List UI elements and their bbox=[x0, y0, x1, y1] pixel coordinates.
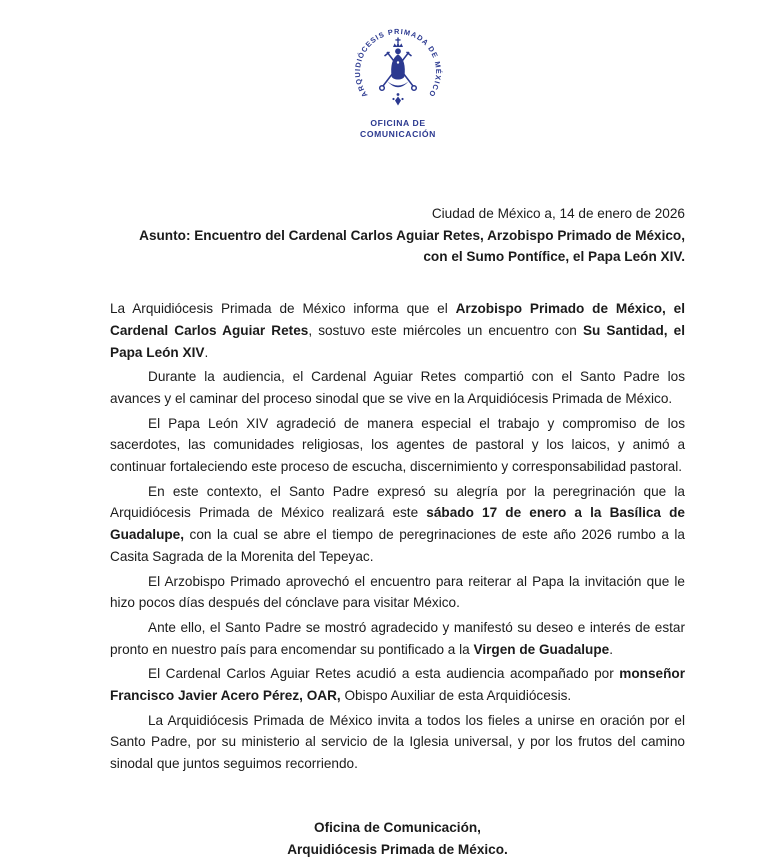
signature-line-2: Arquidiócesis Primada de México. bbox=[287, 841, 508, 857]
bold-run: monseñor Francisco Javier Acero Pérez, OAR, bbox=[110, 666, 685, 704]
paragraph bbox=[110, 663, 685, 706]
text-run: El Cardenal Carlos Aguiar Retes acudió a esta audiencia acompañado por bbox=[148, 666, 620, 682]
virgin-of-guadalupe-icon bbox=[391, 38, 405, 80]
text-run: El Arzobispo Primado aprovechó el encuentro para reiterar al Papa la invitación que le hizo pocos días después del cónclave para visitar México. bbox=[110, 573, 685, 611]
text-run: En este contexto, el Santo Padre expresó su alegría por la peregrinación que la Arquidiócesis Primada de México realizará este bbox=[110, 483, 685, 521]
signature-line-1: Oficina de Comunicación, bbox=[314, 819, 481, 835]
subject-line-2: con el Sumo Pontífice, el Papa León XIV. bbox=[423, 249, 685, 265]
bold-run: sábado 17 de enero a la Basílica de Guadalupe, bbox=[110, 505, 685, 543]
text-run: Durante la audiencia, el Cardenal Aguiar Retes compartió con el Santo Padre los avances y el caminar del proceso sinodal que se vive en la Arquidiócesis Primada de México. bbox=[110, 369, 685, 406]
bold-run: Virgen de Guadalupe bbox=[473, 641, 610, 657]
text-run: La Arquidiócesis Primada de México informa que el bbox=[110, 301, 456, 317]
seal-ring-text: ARQUIDIÓCESIS PRIMADA DE MÉXICO bbox=[352, 26, 443, 100]
bold-run: Arzobispo Primado de México, el Cardenal Carlos Aguiar Retes bbox=[110, 301, 685, 338]
letterhead bbox=[110, 25, 685, 141]
paragraph bbox=[110, 481, 685, 568]
subject-line-1: Asunto: Encuentro del Cardenal Carlos Aguiar Retes, Arzobispo Primado de México, bbox=[139, 227, 685, 243]
letter-body bbox=[110, 298, 685, 775]
text-run: con la cual se abre el tiempo de peregrinaciones de este año 2026 rumbo a la Casita Sagrada de la Morenita del Tepeyac. bbox=[110, 527, 685, 564]
logo-caption-line-1: OFICINA DE bbox=[369, 118, 426, 128]
letter-header bbox=[110, 203, 685, 268]
paragraph bbox=[110, 298, 685, 363]
paragraph bbox=[110, 366, 685, 409]
paragraph bbox=[110, 571, 685, 614]
text-run: . bbox=[204, 344, 209, 360]
tassel-icon bbox=[392, 93, 403, 105]
archdiocese-seal-logo bbox=[335, 25, 461, 141]
paragraph bbox=[110, 617, 685, 660]
crescent-icon bbox=[387, 82, 408, 88]
text-run: Ante ello, el Santo Padre se mostró agradecido y manifestó su deseo e interés de estar pronto en nuestro país para encomendar su pontificado a la bbox=[110, 619, 685, 657]
text-run: . bbox=[609, 641, 613, 657]
paragraph bbox=[110, 710, 685, 775]
text-run: , sostuvo este miércoles un encuentro con bbox=[308, 322, 583, 338]
text-run: El Papa León XIV agradeció de manera especial el trabajo y compromiso de los sacerdotes, las comunidades religiosas, los agentes de pastoral y los laicos, y animó a continuar fortaleciendo este proceso de escucha, discernimiento y corresponsabilidad pastoral. bbox=[110, 415, 685, 475]
text-run: La Arquidiócesis Primada de México invita a todos los fieles a unirse en oración por el Santo Padre, por su ministerio al servicio de la Iglesia universal, y por los frutos del camino sinodal que juntos seguimos recorriendo. bbox=[110, 712, 685, 772]
logo-caption-line-2: COMUNICACIÓN bbox=[359, 129, 436, 139]
bold-run: Su Santidad, el Papa León XIV bbox=[110, 322, 685, 360]
paragraph bbox=[110, 413, 685, 478]
text-run: Obispo Auxiliar de esta Arquidiócesis. bbox=[340, 688, 572, 704]
dateline: Ciudad de México a, 14 de enero de 2026 bbox=[431, 206, 685, 221]
signature-block bbox=[110, 817, 685, 860]
